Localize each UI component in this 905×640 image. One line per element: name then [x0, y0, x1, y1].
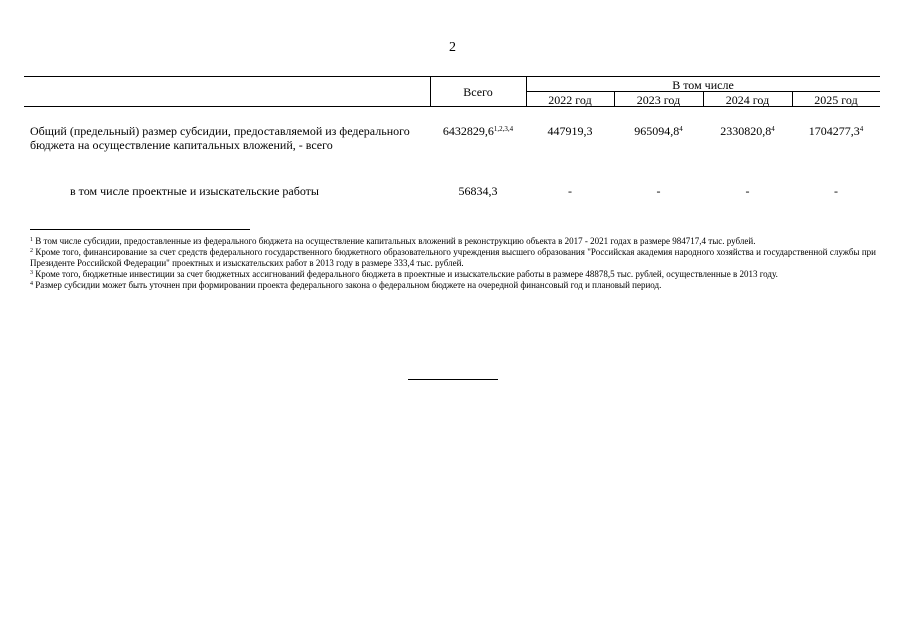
- header-total: Всего: [463, 85, 493, 99]
- footnote-2-mark: 2: [30, 248, 33, 254]
- footnote-1: [30, 236, 876, 247]
- footnotes: [30, 236, 876, 291]
- header-including: В том числе: [672, 78, 734, 92]
- footnote-4-mark: 4: [30, 281, 33, 287]
- row2-2024: -: [745, 184, 750, 198]
- row1-total-value: 6432829,6: [442, 124, 494, 138]
- header-year-2025: 2025 год: [814, 93, 858, 107]
- footnote-2: [30, 247, 876, 269]
- footnote-separator: [30, 229, 250, 230]
- row2-total: 56834,3: [458, 184, 498, 198]
- row1-2023-value: 965094,8: [634, 124, 680, 138]
- footnote-3-text: Кроме того, бюджетные инвестиции за счет бюджетных ассигнований федерального бюджета в проектные и изыскательские работы в размере 48878,5 тыс. рублей, осуществленные в 2013 году.: [35, 269, 778, 279]
- page-number: 2: [449, 40, 456, 55]
- row2-2022: -: [568, 184, 572, 198]
- row1-2025-sup: 4: [859, 125, 864, 133]
- row1-total: [430, 124, 526, 138]
- footnote-4: [30, 280, 876, 291]
- row1-2024-sup: 4: [771, 125, 775, 133]
- document-end-line: [408, 379, 498, 380]
- footnote-1-text: В том числе субсидии, предоставленные из федерального бюджета на осуществление капитальных вложений в реконструкцию объекта в 2017 - 2021 годах в размере 984717,4 тыс. рублей.: [35, 236, 756, 246]
- header-year-2024: 2024 год: [725, 93, 770, 107]
- footnote-3-mark: 3: [30, 270, 33, 276]
- row1-2022: [526, 124, 614, 138]
- footnote-1-mark: 1: [30, 237, 33, 243]
- row-label-total-subsidy: Общий (предельный) размер субсидии, предоставляемой из федерального бюджета на осуществление капитальных вложений, - всего: [30, 124, 410, 152]
- row1-2023-sup: 4: [679, 125, 683, 133]
- row1-2025: [792, 124, 880, 138]
- header-year-2023: 2023 год: [636, 93, 681, 107]
- header-year-2022: 2022 год: [548, 93, 592, 107]
- table-top-border: [24, 76, 880, 77]
- footnote-4-text: Размер субсидии может быть уточнен при формировании проекта федерального закона о федеральном бюджете на очередной финансовый год и плановый период.: [35, 280, 662, 290]
- row2-2025: -: [834, 184, 838, 198]
- footnote-2-text: Кроме того, финансирование за счет средств федерального государственного бюджетного образовательного учреждения высшего образования "Российская академия народного хозяйства и государственной службы при Президенте Российской Федерации" проектных и изыскательских работ в 2013 году в размере 333,4 тыс. рублей.: [30, 247, 877, 268]
- row1-2023: [614, 124, 703, 138]
- row1-2025-value: 1704277,3: [808, 124, 860, 138]
- row1-2024-value: 2330820,8: [720, 124, 772, 138]
- row2-2023: -: [656, 184, 661, 198]
- footnote-3: [30, 269, 876, 280]
- row1-2024: [703, 124, 792, 138]
- row1-total-sup: 1,2,3,4: [493, 125, 514, 133]
- row1-2022-value: 447919,3: [547, 124, 593, 138]
- row-label-design-works: в том числе проектные и изыскательские работы: [70, 184, 319, 198]
